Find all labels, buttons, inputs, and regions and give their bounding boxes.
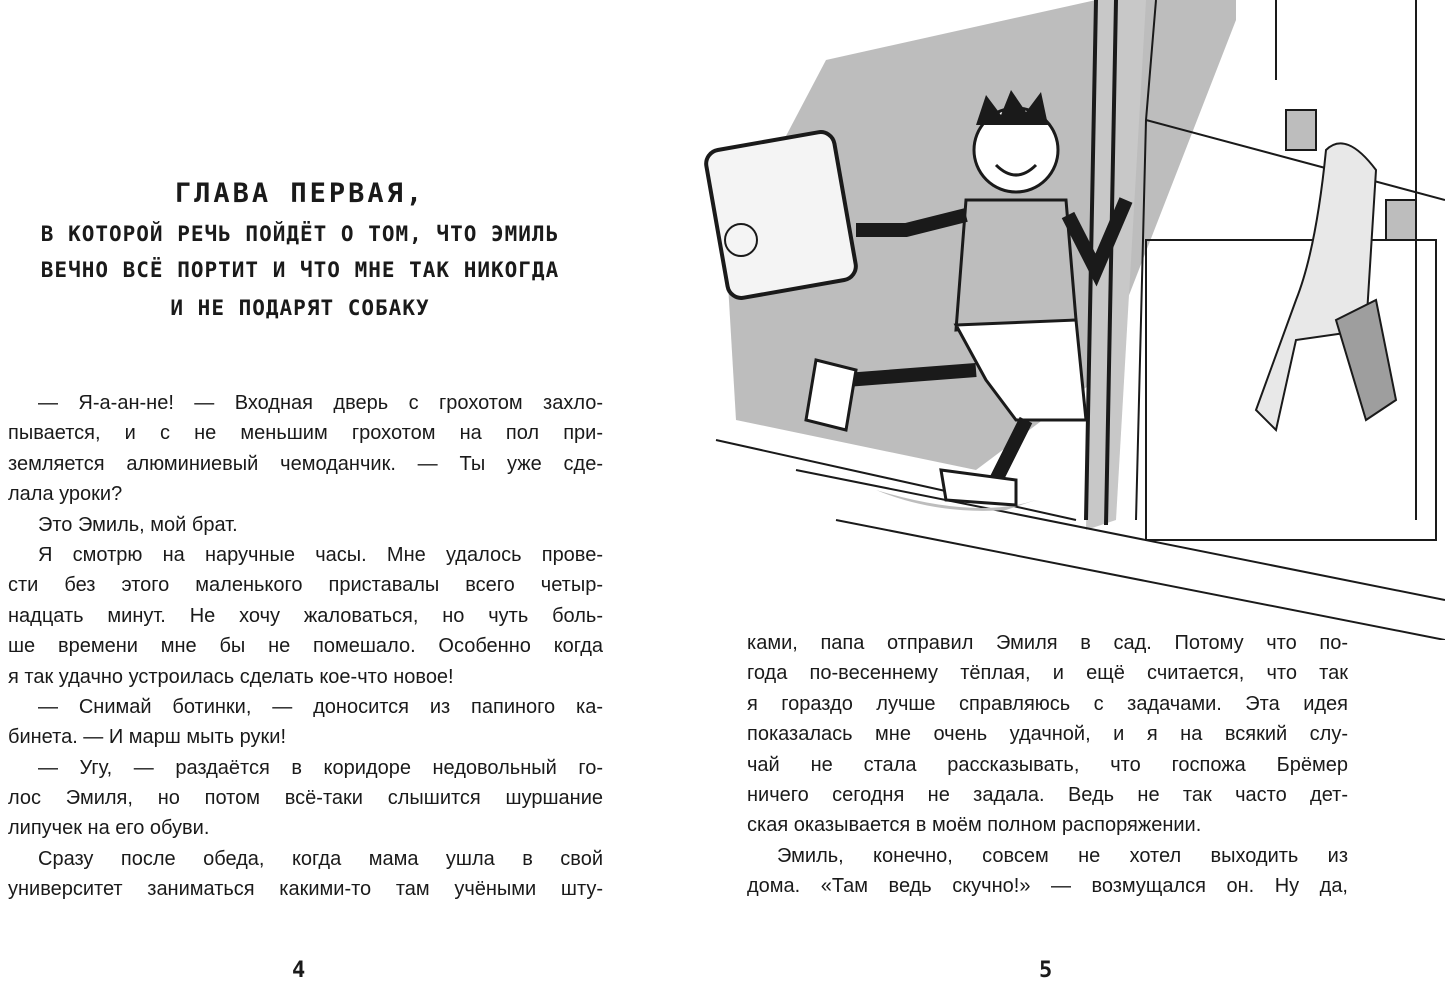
text-line: я гораздо лучше справляюсь с задачами. Эта идея xyxy=(747,692,1348,715)
page-number: 4 xyxy=(292,958,306,983)
text-line: дома. «Там ведь скучно!» — возмущался он. Ну да, xyxy=(747,875,1348,898)
right-body-text xyxy=(747,628,1348,902)
left-body-text xyxy=(8,388,603,905)
chapter-subtitle-line: В КОТОРОЙ РЕЧЬ ПОЙДЁТ О ТОМ, ЧТО ЭМИЛЬ xyxy=(40,222,560,246)
text-line: лос Эмиля, но потом всё-таки слышится шуршание xyxy=(8,787,603,810)
chapter-title: ГЛАВА ПЕРВАЯ, xyxy=(174,178,426,209)
text-line: Я смотрю на наручные часы. Мне удалось прове- xyxy=(38,543,603,566)
text-line: университет заниматься какими-то там учёными шту- xyxy=(8,878,603,901)
text-line: липучек на его обуви. xyxy=(8,817,210,840)
chapter-subtitle-line: И НЕ ПОДАРЯТ СОБАКУ xyxy=(170,296,430,320)
illustration-boy-running-with-suitcase xyxy=(676,0,1445,640)
text-line: показалась мне очень удачной, и я на всякий слу- xyxy=(747,723,1348,746)
text-line: чай не стала рассказывать, что госпожа Брёмер xyxy=(747,753,1348,776)
text-line: ше времени мне бы не помешало. Особенно когда xyxy=(8,635,603,658)
text-line: ками, папа отправил Эмиля в сад. Потому что по- xyxy=(747,632,1348,654)
text-line: ничего сегодня не задала. Ведь не так часто дет- xyxy=(747,783,1348,806)
text-line: года по-весеннему тёплая, и ещё считается, что так xyxy=(747,662,1348,685)
text-line: земляется алюминиевый чемоданчик. — Ты уже сде- xyxy=(8,452,603,475)
text-line: — Я-а-ан-не! — Входная дверь с грохотом захло- xyxy=(38,392,603,414)
chapter-subtitle-line: ВЕЧНО ВСЁ ПОРТИТ И ЧТО МНЕ ТАК НИКОГДА xyxy=(40,258,560,282)
text-line: ская оказывается в моём полном распоряжении. xyxy=(747,814,1202,837)
text-line: Это Эмиль, мой брат. xyxy=(38,513,238,536)
text-line: надцать минут. Не хочу жаловаться, но чуть боль- xyxy=(8,604,603,627)
text-line: лала уроки? xyxy=(8,483,123,506)
page-number: 5 xyxy=(1039,958,1053,983)
text-line: я так удачно устроилась сделать кое-что новое! xyxy=(8,665,454,688)
text-line: сти без этого маленького приставалы всего четыр- xyxy=(8,574,603,597)
text-line: — Снимай ботинки, — доносится из папиного ка- xyxy=(38,695,603,718)
text-line: бинета. — И марш мыть руки! xyxy=(8,726,287,749)
text-line: — Угу, — раздаётся в коридоре недовольный го- xyxy=(38,756,603,779)
text-line: Эмиль, конечно, совсем не хотел выходить из xyxy=(777,844,1348,867)
text-line: Сразу после обеда, когда мама ушла в свой xyxy=(38,847,603,870)
text-line: пывается, и с не меньшим грохотом на пол при- xyxy=(8,422,603,445)
